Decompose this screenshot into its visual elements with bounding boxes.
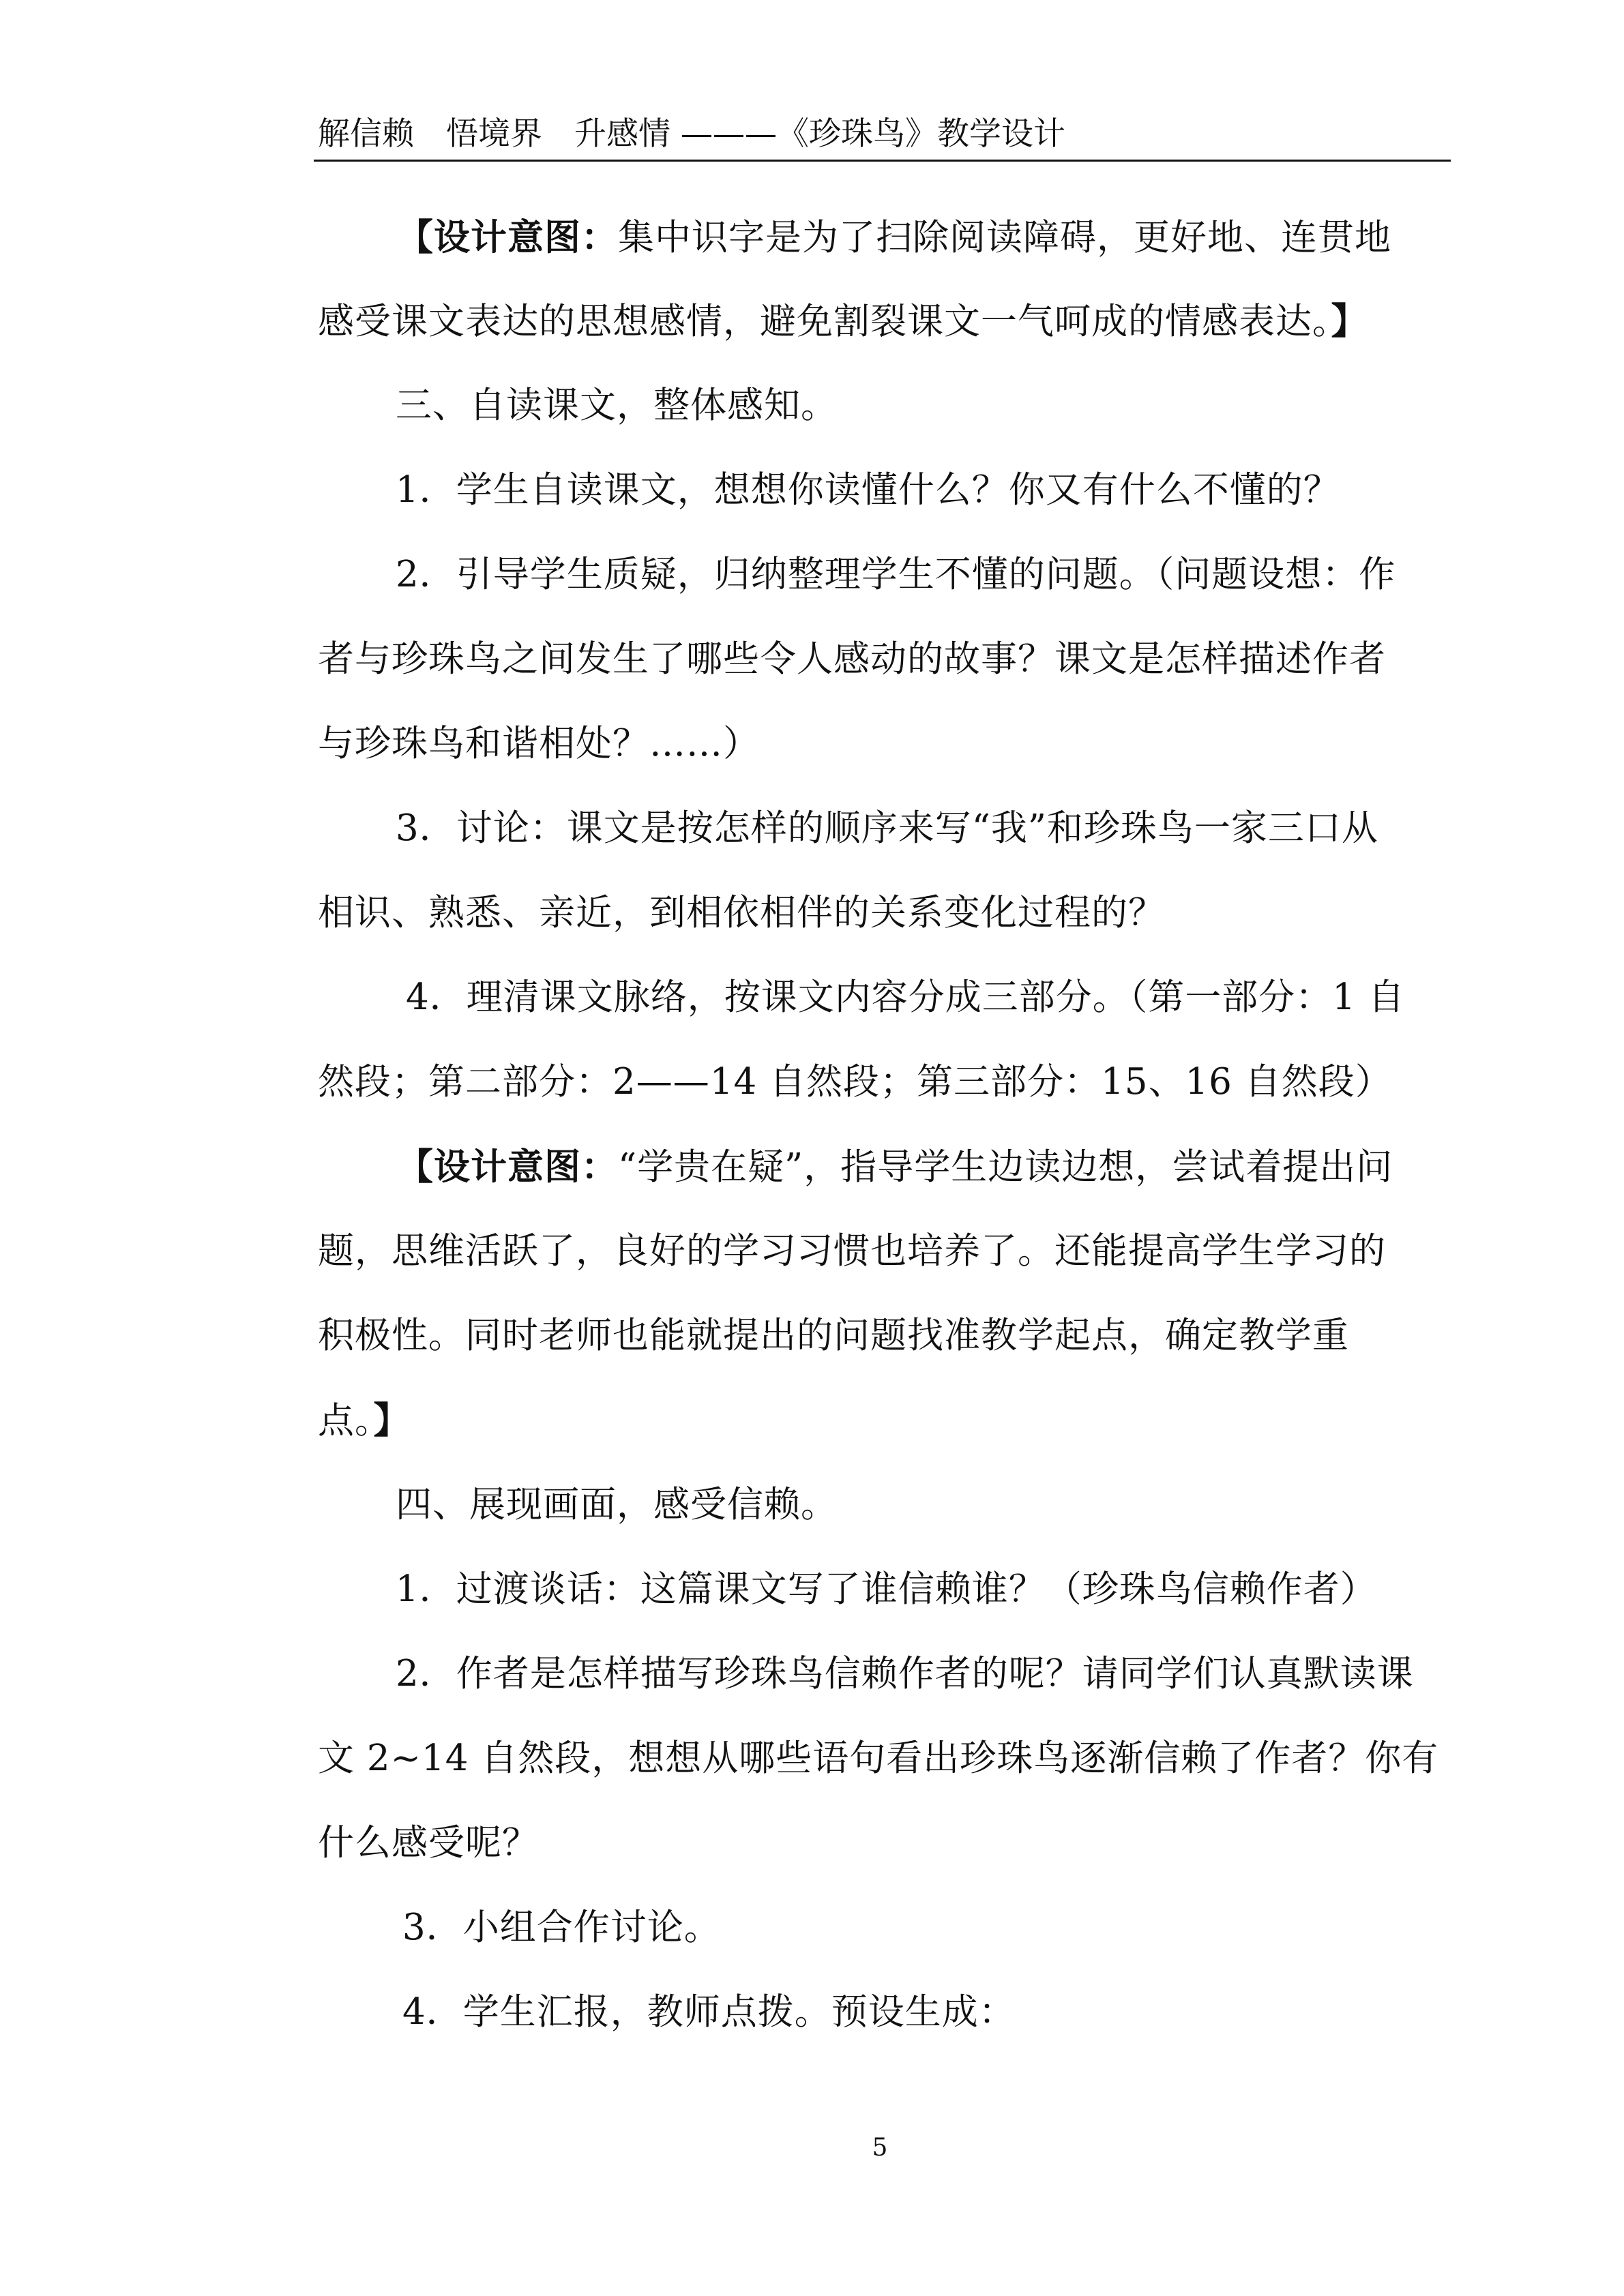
design-intent-label: 设计意图：	[434, 1146, 618, 1188]
paragraph-line: 4．理清课文脉络，按课文内容分成三部分。（第一部分：1 自	[406, 976, 1405, 1018]
close-bracket: 】	[373, 1399, 411, 1442]
paragraph-line: 2．引导学生质疑，归纳整理学生不懂的问题。（问题设想：作	[396, 554, 1396, 595]
paragraph-text: 点。	[318, 1400, 374, 1442]
paragraph-line: 与珍珠鸟和谐相处？……）	[318, 723, 760, 764]
design-intent-label: 设计意图：	[434, 216, 618, 258]
paragraph-line: 1．过渡谈话：这篇课文写了谁信赖谁？（珍珠鸟信赖作者）	[396, 1568, 1377, 1610]
paragraph-line: 1．学生自读课文，想想你读懂什么？你又有什么不懂的？	[396, 469, 1340, 511]
paragraph-line: 者与珍珠鸟之间发生了哪些令人感动的故事？课文是怎样描述作者	[318, 638, 1386, 680]
paragraph-line: 3．讨论：课文是按怎样的顺序来写“我”和珍珠鸟一家三口从	[396, 807, 1378, 849]
design-intent-line	[397, 1143, 1393, 1191]
open-bracket: 【	[397, 1146, 434, 1188]
running-header: 解信赖 悟境界 升感情 ———《珍珠鸟》教学设计	[318, 115, 1065, 153]
paragraph-line: 然段；第二部分：2——14 自然段；第三部分：15、16 自然段）	[318, 1061, 1392, 1103]
section-heading: 四、展现画面，感受信赖。	[396, 1484, 838, 1525]
paragraph-line	[318, 1397, 411, 1444]
paragraph-line: 2．作者是怎样描写珍珠鸟信赖作者的呢？请同学们认真默读课	[396, 1653, 1414, 1695]
paragraph-line: 3．小组合作讨论。	[402, 1907, 721, 1948]
paragraph-line: 什么感受呢？	[318, 1822, 539, 1864]
header-rule	[314, 160, 1451, 162]
open-bracket: 【	[397, 216, 434, 258]
design-intent-line	[397, 213, 1391, 261]
page-number: 5	[872, 2134, 888, 2162]
paragraph-text: 集中识字是为了扫除阅读障碍，更好地、连贯地	[618, 217, 1391, 258]
paragraph-text: “学贵在疑”，指导学生边读边想，尝试着提出问	[618, 1146, 1393, 1188]
paragraph-line: 题，思维活跃了，良好的学习习惯也培养了。还能提高学生学习的	[318, 1230, 1386, 1272]
paragraph-line: 4．学生汇报，教师点拨。预设生成：	[402, 1991, 1016, 2033]
paragraph-line: 积极性。同时老师也能就提出的问题找准教学起点，确定教学重	[318, 1315, 1349, 1356]
paragraph-line: 相识、熟悉、亲近，到相依相伴的关系变化过程的？	[318, 892, 1165, 934]
paragraph-line	[318, 297, 1368, 345]
section-heading: 三、自读课文，整体感知。	[396, 385, 838, 426]
paragraph-text: 感受课文表达的思想感情，避免割裂课文一气呵成的情感表达。	[318, 301, 1331, 342]
paragraph-line: 文 2~14 自然段，想想从哪些语句看出珍珠鸟逐渐信赖了作者？你有	[318, 1738, 1439, 1779]
close-bracket: 】	[1331, 300, 1368, 342]
